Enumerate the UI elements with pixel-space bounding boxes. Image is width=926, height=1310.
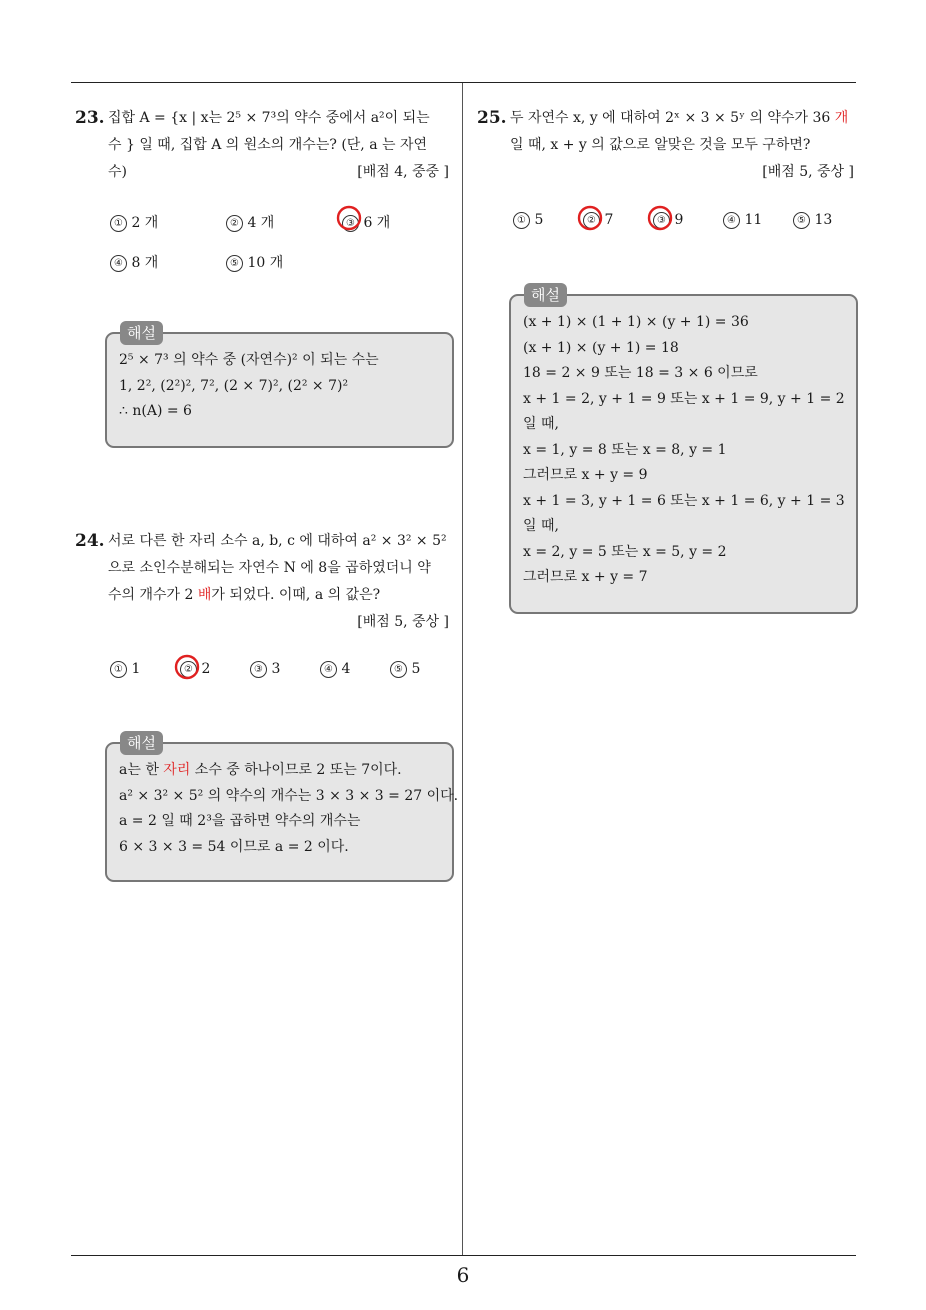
highlight-red: 자리 <box>163 762 191 778</box>
score-meta: [배점 4, 중중 ] <box>357 164 449 180</box>
highlight-red: 개 <box>834 110 849 126</box>
bottom-rule <box>71 1255 856 1256</box>
solution-line: a는 한 자리 소수 중 하나이므로 2 또는 7이다. <box>119 762 402 778</box>
problem-stem <box>108 105 455 186</box>
solution-line: (x + 1) × (y + 1) = 18 <box>523 339 679 356</box>
selected-circle-mark <box>647 205 673 231</box>
choice-4[interactable]: ④ 11 <box>723 212 762 229</box>
choice-5[interactable]: ⑤ 10 개 <box>226 252 283 272</box>
solution-line: x = 1, y = 8 또는 x = 8, y = 1 <box>523 441 727 458</box>
stem-line: 으로 소인수분해되는 자연수 N 에 8을 곱하였더니 약 <box>108 560 431 576</box>
page-number: 6 <box>456 1263 470 1287</box>
solution-box-24 <box>105 734 459 882</box>
solution-line: (x + 1) × (1 + 1) × (y + 1) = 36 <box>523 314 749 330</box>
solution-line: x + 1 = 2, y + 1 = 9 또는 x + 1 = 9, y + 1 = 2 <box>523 390 845 407</box>
selected-circle-mark <box>577 205 603 231</box>
choice-2[interactable]: ② 7 <box>583 212 613 229</box>
problem-number: 23. <box>75 108 105 128</box>
solution-line: a = 2 일 때 2³을 곱하면 약수의 개수는 <box>119 813 361 829</box>
solution-label: 해설 <box>120 731 163 755</box>
stem-line: 수) <box>108 164 127 180</box>
problem-stem: 서로 다른 한 자리 소수 a, b, c 에 대하여 a² × 3² × 5² 으로 소인수분해되는 자연수 N 에 8을 곱하였더니 약 수의 개수가 2 배가 되었다. 이때, a 의 값은? [배점 5, 중상 ] <box>108 528 455 636</box>
top-rule <box>71 82 856 83</box>
solution-line: ∴ n(A) = 6 <box>119 403 192 419</box>
solution-line: 일 때, <box>523 518 559 534</box>
solution-line: x + 1 = 3, y + 1 = 6 또는 x + 1 = 6, y + 1 = 3 <box>523 492 845 509</box>
choice-1[interactable]: ① 2 개 <box>110 212 158 232</box>
column-divider <box>462 83 463 1255</box>
choice-3[interactable]: ③ 9 <box>653 212 683 229</box>
solution-label: 해설 <box>120 321 163 345</box>
solution-line: 일 때, <box>523 416 559 432</box>
highlight-red: 배 <box>197 587 212 603</box>
score-meta: [배점 5, 중상 ] <box>357 614 449 630</box>
stem-line: 수 } 일 때, 집합 A 의 원소의 개수는? (단, a 는 자연 <box>108 137 428 153</box>
choice-5[interactable]: ⑤ 5 <box>390 661 420 678</box>
problem-stem: 두 자연수 x, y 에 대하여 2ˣ × 3 × 5ʸ 의 약수가 36 개 일 때, x + y 의 값으로 알맞은 것을 모두 구하면? [배점 5, 중상 ] <box>510 105 857 186</box>
choice-4[interactable]: ④ 4 <box>320 661 350 678</box>
solution-line: 18 = 2 × 9 또는 18 = 3 × 6 이므로 <box>523 365 758 381</box>
solution-line: 그러므로 x + y = 9 <box>523 467 648 483</box>
choice-2[interactable]: ② 4 개 <box>226 212 274 232</box>
stem-line: 서로 다른 한 자리 소수 a, b, c 에 대하여 a² × 3² × 5² <box>108 533 447 549</box>
solution-line: 그러므로 x + y = 7 <box>523 569 648 585</box>
solution-box-23 <box>105 324 454 448</box>
choice-5[interactable]: ⑤ 13 <box>793 212 832 229</box>
problem-25 <box>477 105 857 186</box>
choice-1[interactable]: ① 5 <box>513 212 543 229</box>
choice-2[interactable]: ② 2 <box>180 661 210 678</box>
stem-line: 집합 A = {x | x는 2⁵ × 7³의 약수 중에서 a²이 되는 <box>108 110 430 126</box>
solution-line: a² × 3² × 5² 의 약수의 개수는 3 × 3 × 3 = 27 이다. <box>119 787 459 804</box>
stem-line: 일 때, x + y 의 값으로 알맞은 것을 모두 구하면? <box>510 137 811 153</box>
problem-number: 24. <box>75 531 105 551</box>
solution-box-25 <box>509 286 858 614</box>
choice-4[interactable]: ④ 8 개 <box>110 252 158 272</box>
selected-circle-mark <box>174 654 200 680</box>
score-meta: [배점 5, 중상 ] <box>762 164 854 180</box>
problem-number: 25. <box>477 108 507 128</box>
solution-line: 1, 2², (2²)², 7², (2 × 7)², (2² × 7)² <box>119 377 349 394</box>
solution-line: x = 2, y = 5 또는 x = 5, y = 2 <box>523 543 727 560</box>
solution-line: 2⁵ × 7³ 의 약수 중 (자연수)² 이 되는 수는 <box>119 352 379 368</box>
choice-1[interactable]: ① 1 <box>110 661 140 678</box>
selected-circle-mark <box>336 205 362 231</box>
solution-label: 해설 <box>524 283 567 307</box>
choice-3[interactable]: ③ 6 개 <box>342 212 390 232</box>
choice-3[interactable]: ③ 3 <box>250 661 280 678</box>
problem-24 <box>75 528 455 636</box>
solution-line: 6 × 3 × 3 = 54 이므로 a = 2 이다. <box>119 838 349 855</box>
problem-23 <box>75 105 455 186</box>
